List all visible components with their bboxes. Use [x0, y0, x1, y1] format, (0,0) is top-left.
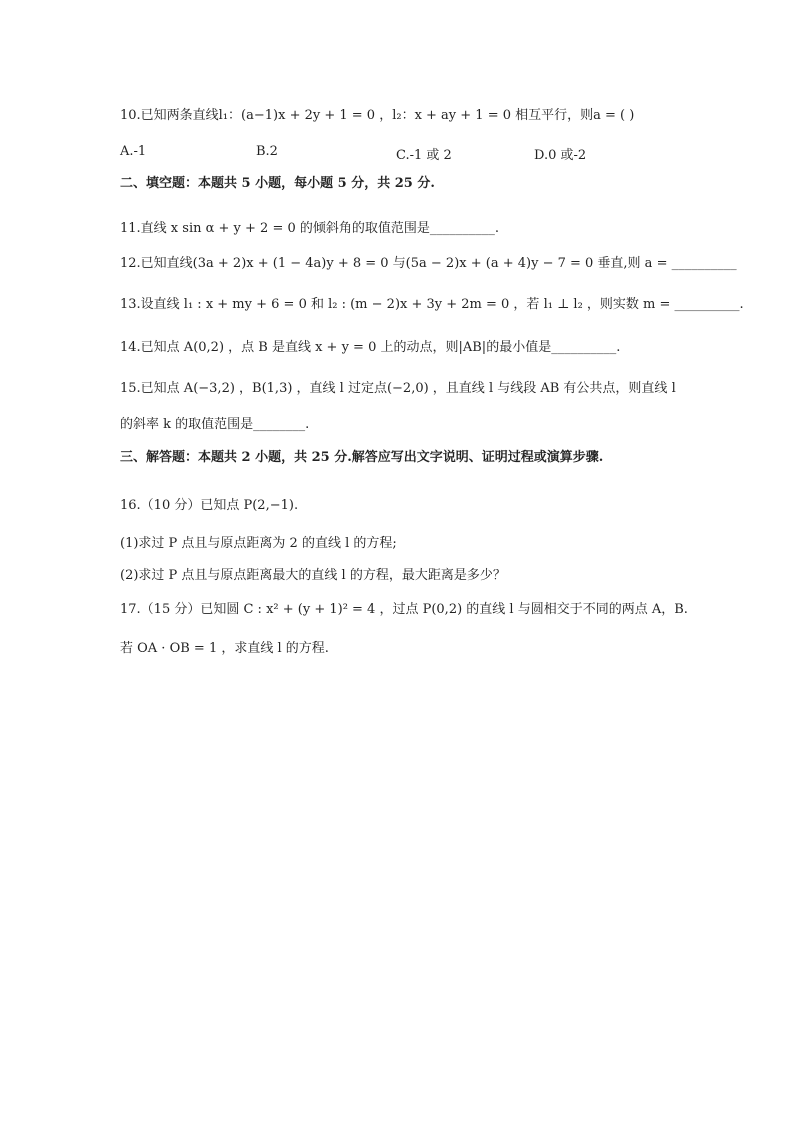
- question-17-line-2: 若 OA · OB = 1 ，求直线 l 的方程.: [120, 641, 329, 656]
- question-13: 13.设直线 l₁ : x + my + 6 = 0 和 l₂ : (m − 2)x + 3y + 2m = 0 ，若 l₁ ⊥ l₂ ，则实数 m = __________.: [120, 297, 744, 312]
- question-11: 11.直线 x sin α + y + 2 = 0 的倾斜角的取值范围是__________.: [120, 221, 500, 236]
- question-15-line-1: 15.已知点 A(−3,2) ，B(1,3) ，直线 l 过定点(−2,0) ，且直线 l 与线段 AB 有公共点，则直线 l: [120, 381, 676, 396]
- question-16-part-2: (2)求过 P 点且与原点距离最大的直线 l 的方程，最大距离是多少？: [120, 568, 506, 583]
- question-15-line-2: 的斜率 k 的取值范围是________.: [120, 417, 310, 432]
- question-17-line-1: 17.（15 分）已知圆 C : x² + (y + 1)² = 4 ，过点 P(0,2) 的直线 l 与圆相交于不同的两点 A，B.: [120, 602, 688, 617]
- option-d: D.0 或-2: [534, 148, 587, 163]
- option-c: C.-1 或 2: [396, 148, 452, 163]
- question-12: 12.已知直线(3a + 2)x + (1 − 4a)y + 8 = 0 与(5a − 2)x + (a + 4)y − 7 = 0 垂直,则 a = __________: [120, 256, 737, 271]
- section-3-title: 三、解答题：本题共 2 小题，共 25 分.解答应写出文字说明、证明过程或演算步骤.: [120, 450, 604, 465]
- section-2-title: 二、填空题：本题共 5 小题，每小题 5 分，共 25 分.: [120, 176, 435, 191]
- question-10: 10.已知两条直线l₁：(a−1)x + 2y + 1 = 0 ，l₂：x + ay + 1 = 0 相互平行，则a = ( ): [120, 108, 635, 123]
- question-16-part-1: (1)求过 P 点且与原点距离为 2 的直线 l 的方程;: [120, 536, 397, 551]
- question-16: 16.（10 分）已知点 P(2,−1).: [120, 498, 299, 513]
- question-14: 14.已知点 A(0,2) ，点 B 是直线 x + y = 0 上的动点，则|AB|的最小值是__________.: [120, 340, 621, 355]
- option-b: B.2: [256, 144, 278, 159]
- option-a: A.-1: [120, 144, 147, 159]
